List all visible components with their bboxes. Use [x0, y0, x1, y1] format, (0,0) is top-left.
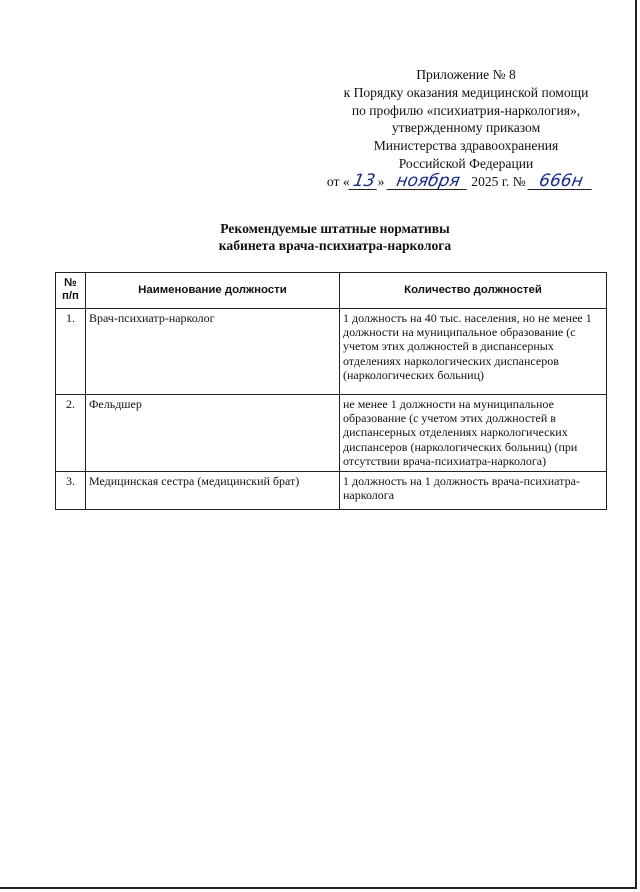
appendix-profile: по профилю «психиатрия-наркология», — [351, 102, 581, 118]
date-year: 2025 г. № — [471, 173, 526, 189]
appendix-ministry: Министерства здравоохранения — [373, 138, 559, 154]
row-position-count: не менее 1 должности на муниципальное образование (с учетом этих должностей в диспансерных отделениях наркологических диспансеров (наркологических больниц) (при отсутствии врача-психиатра-нарколога) — [339, 395, 606, 472]
row-position-name: Фельдшер — [85, 395, 339, 472]
header-position-name: Наименование должности — [85, 273, 339, 309]
table-row — [56, 309, 607, 395]
staffing-table — [55, 272, 607, 510]
title-line-1: Рекомендуемые штатные нормативы — [220, 221, 450, 236]
appendix-order-ref: к Порядку оказания медицинской помощи — [343, 84, 589, 100]
header-number — [56, 273, 86, 309]
appendix-approved: утвержденному приказом — [391, 120, 541, 136]
date-day-handwritten: 13 — [348, 173, 379, 190]
table-row — [56, 472, 607, 510]
document-title — [160, 220, 510, 254]
appendix-federation: Российской Федерации — [398, 155, 534, 171]
header-position-count: Количество должностей — [339, 273, 606, 309]
title-line-2: кабинета врача-психиатра-нарколога — [218, 238, 452, 253]
date-quote-close: » — [377, 173, 385, 189]
order-number-handwritten: 666н — [528, 173, 595, 190]
row-number: 3. — [56, 472, 86, 510]
row-position-name: Врач-психиатр-нарколог — [85, 309, 339, 395]
appendix-date-line — [298, 170, 622, 191]
table-row — [56, 395, 607, 472]
date-prefix: от « — [326, 173, 350, 189]
row-number: 1. — [56, 309, 86, 395]
appendix-number: Приложение № 8 — [416, 67, 516, 82]
header-number-sign: № — [64, 277, 77, 289]
row-position-count: 1 должность на 40 тыс. населения, но не менее 1 должности на муниципальное образование (с учетом этих должностей в диспансерных отделениях наркологических диспансеров (наркологических больниц) — [339, 309, 606, 395]
date-month-handwritten: ноября — [386, 173, 469, 190]
row-position-name: Медицинская сестра (медицинский брат) — [85, 472, 339, 510]
row-number: 2. — [56, 395, 86, 472]
appendix-header — [310, 66, 622, 191]
table-header-row — [56, 273, 607, 309]
header-number-pp: п/п — [62, 290, 79, 302]
row-position-count: 1 должность на 1 должность врача-психиатра-нарколога — [339, 472, 606, 510]
